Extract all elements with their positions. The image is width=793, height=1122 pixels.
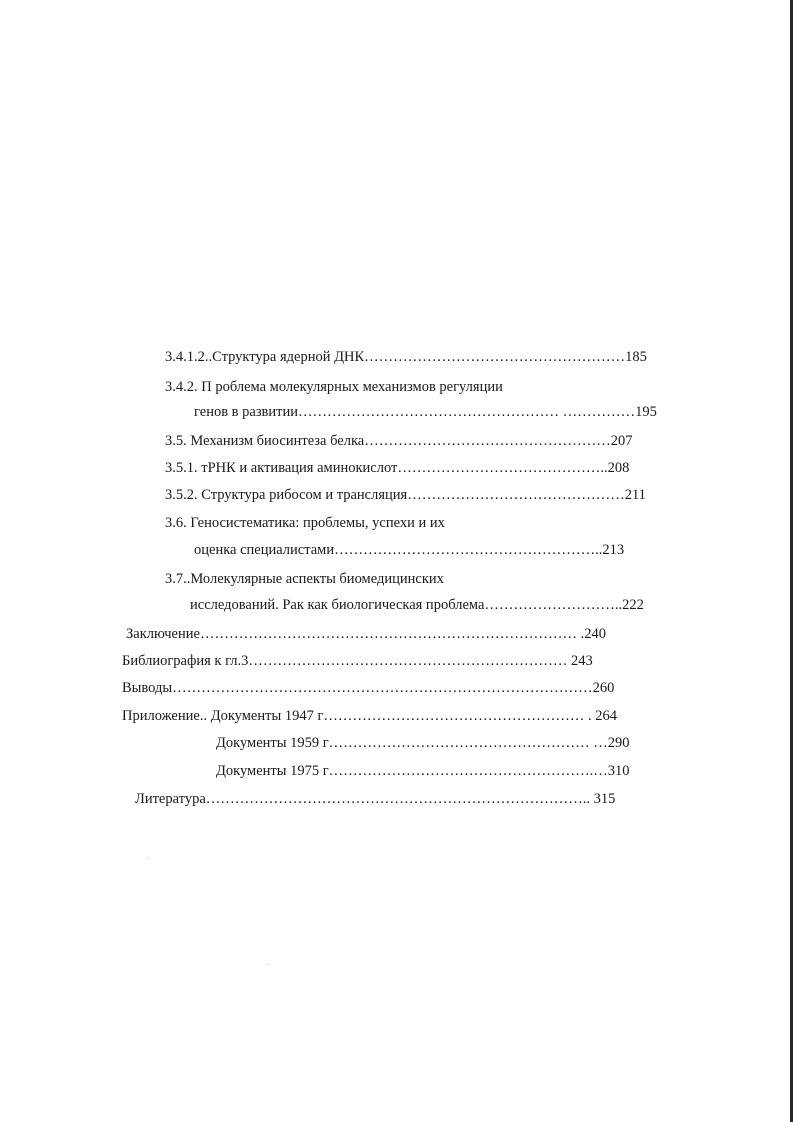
toc-entry-3-4-2-line2: генов в развитии……………………………………………… ……………195: [194, 404, 657, 420]
toc-entry-appendix-1947: Приложение.. Документы 1947 г……………………………………………… . 264: [122, 708, 618, 724]
toc-entry-findings: Выводы……………………………………………………………………………260: [122, 680, 615, 696]
toc-entry-3-4-2-line1: 3.4.2. П роблема молекулярных механизмов регуляции: [165, 379, 503, 395]
toc-entry-3-5-1: 3.5.1. тРНК и активация аминокислот……………………………………..208: [165, 460, 630, 476]
scan-speck: [268, 964, 269, 965]
toc-entry-literature: Литература…………………………………………………………………….. 315: [135, 791, 616, 807]
scan-speck: [148, 858, 149, 859]
toc-entry-3-7-line1: 3.7..Молекулярные аспекты биомедицинских: [165, 571, 444, 587]
toc-entry-conclusion: Заключение…………………………………………………………………… .240: [126, 626, 606, 642]
toc-entry-appendix-1975: Документы 1975 г……………………………………………….…310: [216, 763, 630, 779]
toc-entry-appendix-1959: Документы 1959 г……………………………………………… …290: [216, 735, 630, 751]
toc-entry-3-6-line1: 3.6. Геносистематика: проблемы, успехи и их: [165, 515, 445, 531]
toc-entry-3-4-1-2: 3.4.1.2..Структура ядерной ДНК………………………………………………185: [165, 349, 647, 365]
toc-entry-3-5: 3.5. Механизм биосинтеза белка……………………………………………207: [165, 433, 633, 449]
toc-entry-3-7-line2: исследований. Рак как биологическая проблема………………………..222: [190, 597, 644, 613]
toc-entry-3-5-2: 3.5.2. Структура рибосом и трансляция………………………………………211: [165, 487, 646, 503]
toc-entry-3-6-line2: оценка специалистами………………………………………………..213: [194, 542, 625, 558]
toc-entry-bibliography: Библиография к гл.3………………………………………………………… 243: [122, 653, 593, 669]
